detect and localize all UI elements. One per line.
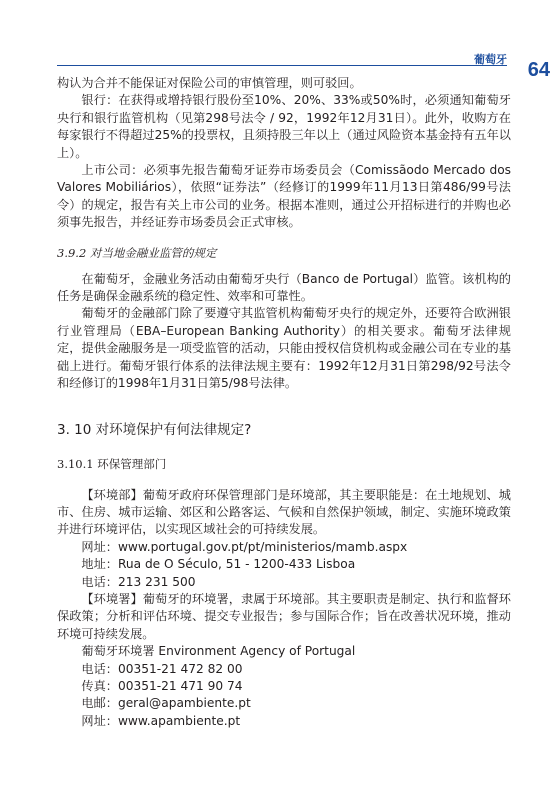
header-rule [57,65,507,66]
paragraph-financial-supervision: 在葡萄牙，金融业务活动由葡萄牙央行（Banco de Portugal）监管。该机构的任务是确保金融系统的稳定性、效率和可靠性。 [57,271,511,304]
agency-phone: 电话：00351-21 472 82 00 [81,661,243,676]
page-number: 64 [527,59,550,81]
paragraph-banks: 银行：在获得或增持银行股份至10%、20%、33%或50%时，必须通知葡萄牙央行和银行监管机构（见第298号法令 / 92，1992年12月31日）。此外，收购方在每家银行不得超过25%的投票权，且须持股三年以上（通过风险资本基金持有五年以上）。 [57,93,511,160]
ministry-website: 网址：www.portugal.gov.pt/pt/ministerios/mamb.aspx [81,539,408,554]
paragraph-financial-regulations: 葡萄牙的金融部门除了要遵守其监管机构葡萄牙央行的规定外，还要符合欧洲银行业管理局（EBA–European Banking Authority）的相关要求。葡萄牙法律规定，提供金融服务是一项受监管的活动，只能由授权信贷机构或金融公司在专业的基础上进行。葡萄牙银行体系的法律法规主要有：1992年12月31日第298/92号法令和经修订的1998年1月31日第5/98号法律。 [57,306,511,391]
paragraph-environment-agency: 【环境署】葡萄牙的环境署，隶属于环境部。其主要职责是制定、执行和监督环保政策；分析和评估环境、提交专业报告；参与国际合作；旨在改善状况环境，推动环境可持续发展。 [57,591,511,641]
agency-email: 电邮：geral@apambiente.pt [81,696,251,711]
running-header-country: 葡萄牙 [474,53,507,66]
page-body [57,75,511,730]
agency-name: 葡萄牙环境署 Environment Agency of Portugal [81,644,356,659]
paragraph-listed-companies: 上市公司：必须事先报告葡萄牙证券市场委员会（Comissãodo Mercado dos Valores Mobiliários），依照“证券法”（经修订的1999年11月13日第486/99号法令）的规定，报告有关上市公司的业务。根据本准则，通过公开招标进行的并购也必须事先报告，并经证券市场委员会正式审核。 [57,163,511,230]
ministry-address: 地址：Rua de O Século, 51 - 1200-433 Lisboa [81,557,356,572]
agency-fax: 传真：00351-21 471 90 74 [81,678,243,693]
paragraph-insurance-end: 构认为合并不能保证对保险公司的审慎管理，则可驳回。 [57,76,362,90]
subsection-heading-3-10-1: 3.10.1 环保管理部门 [57,456,167,471]
agency-website: 网址：www.apambiente.pt [81,713,241,728]
ministry-phone: 电话：213 231 500 [81,574,196,589]
section-heading-3-10: 3. 10 对环境保护有何法律规定? [57,421,252,438]
subsection-heading-3-9-2: 3.9.2 对当地金融业监管的规定 [57,245,217,260]
paragraph-ministry-environment: 【环境部】葡萄牙政府环保管理部门是环境部，其主要职能是：在土地规划、城市、住房、城市运输、郊区和公路客运、气候和自然保护领域，制定、实施环境政策并进行环境评估，以实现区域社会的可持续发展。 [57,487,511,537]
